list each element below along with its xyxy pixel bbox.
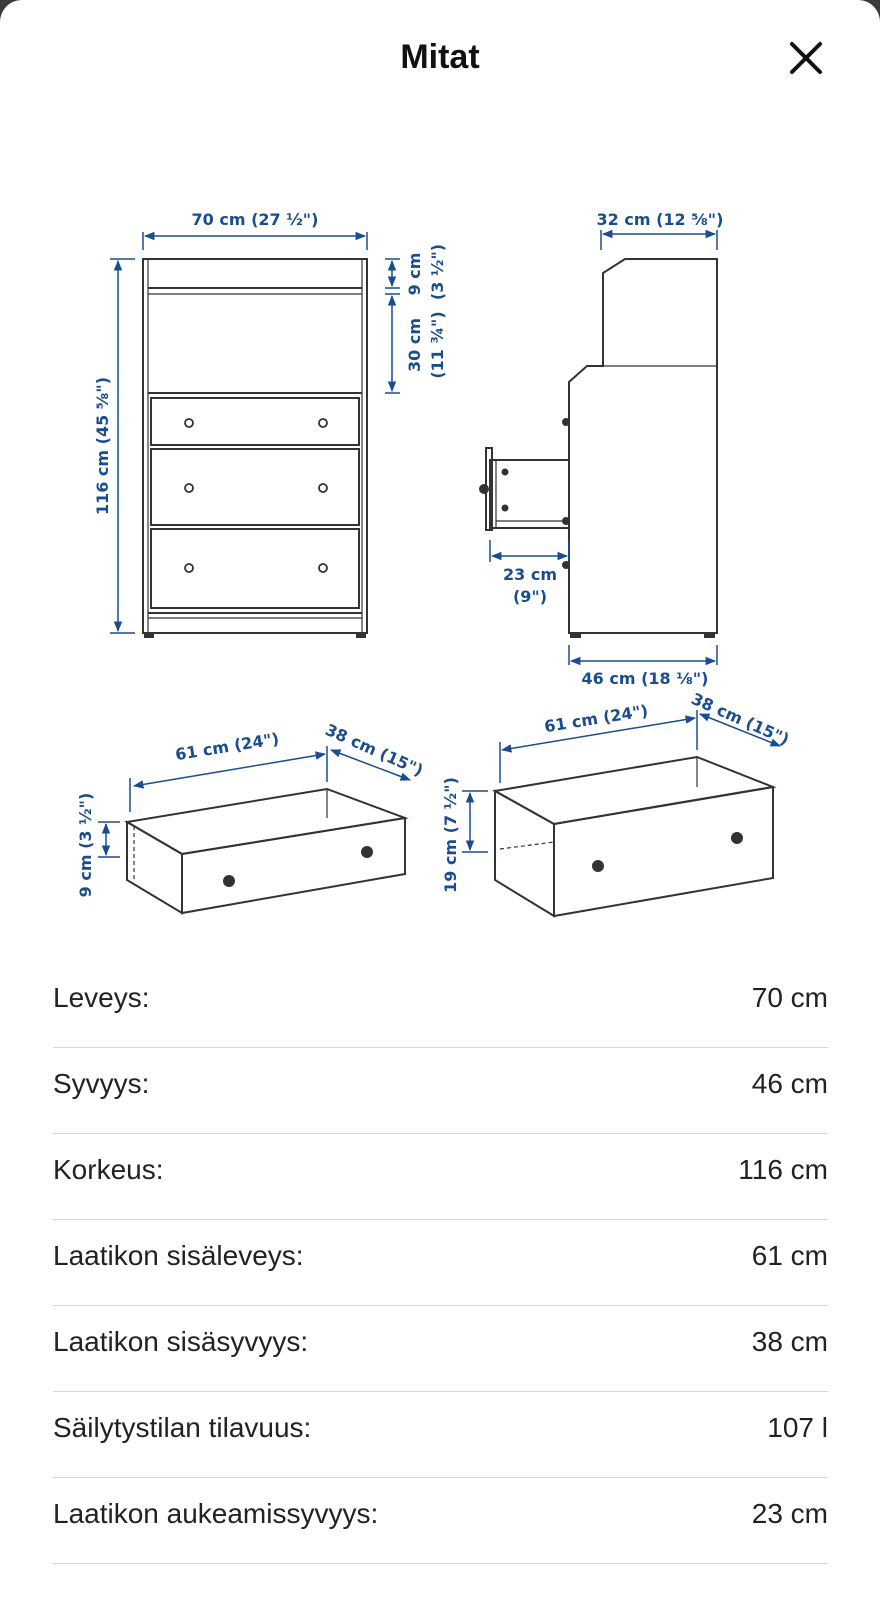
front-width-label: 70 cm (27 ½") [191,210,319,229]
spec-label: Korkeus: [53,1153,164,1185]
large-drawer-width-label: 61 cm (24") [542,700,650,737]
spec-value: 46 cm [751,1067,828,1099]
side-top-depth-label: 32 cm (12 ⅝") [596,210,724,229]
front-height-label: 116 cm (45 ⅝") [93,376,112,516]
specs-list [53,962,828,1564]
spec-row-storage-volume [53,1392,828,1478]
spec-label: Laatikon sisäleveys: [53,1239,304,1271]
spec-label: Säilytystilan tilavuus: [53,1411,312,1443]
large-drawer-depth-label: 38 cm (15") [688,688,792,749]
small-drawer-width-label: 61 cm (24") [173,728,281,765]
spec-value: 107 l [767,1411,828,1443]
top-gap-label: 9 cm [405,252,424,296]
large-drawer [495,757,773,916]
shelf-height-inch-label: (11 ¾") [428,311,447,379]
spec-label: Leveys: [53,981,150,1013]
front-dimensions [110,232,400,633]
spec-row-width [53,962,828,1048]
drawer-open-depth-inch-label: (9") [512,587,548,606]
spec-value: 116 cm [738,1153,828,1185]
drawer-open-depth-label: 23 cm [503,565,557,584]
shelf-height-label: 30 cm [405,318,424,372]
front-view [143,259,367,637]
page-title: Mitat [400,38,480,76]
spec-label: Syvyys: [53,1067,150,1099]
spec-row-depth [53,1048,828,1134]
spec-value: 23 cm [751,1497,828,1529]
close-button[interactable] [784,36,828,80]
small-drawer [127,789,405,913]
spec-row-drawer-opening-depth [53,1478,828,1564]
spec-label: Laatikon sisäsyvyys: [53,1325,309,1357]
drawer-knobs [185,419,327,572]
small-drawer-height-label: 9 cm (3 ½") [76,792,95,898]
side-depth-label: 46 cm (18 ⅛") [581,669,709,688]
spec-row-drawer-inner-depth [53,1306,828,1392]
small-drawer-depth-label: 38 cm (15") [322,719,426,780]
spec-value: 70 cm [751,981,828,1013]
large-drawer-dimensions [462,710,780,852]
large-drawer-height-label: 19 cm (7 ½") [441,777,460,893]
sheet-header [0,0,880,120]
close-icon [784,36,828,80]
spec-row-drawer-inner-width [53,1220,828,1306]
spec-label: Laatikon aukeamissyvyys: [53,1497,379,1529]
spec-value: 38 cm [751,1325,828,1357]
spec-row-height [53,1134,828,1220]
top-gap-inch-label: (3 ½") [428,243,447,301]
spec-value: 61 cm [751,1239,828,1271]
dimension-drawing [0,195,880,930]
